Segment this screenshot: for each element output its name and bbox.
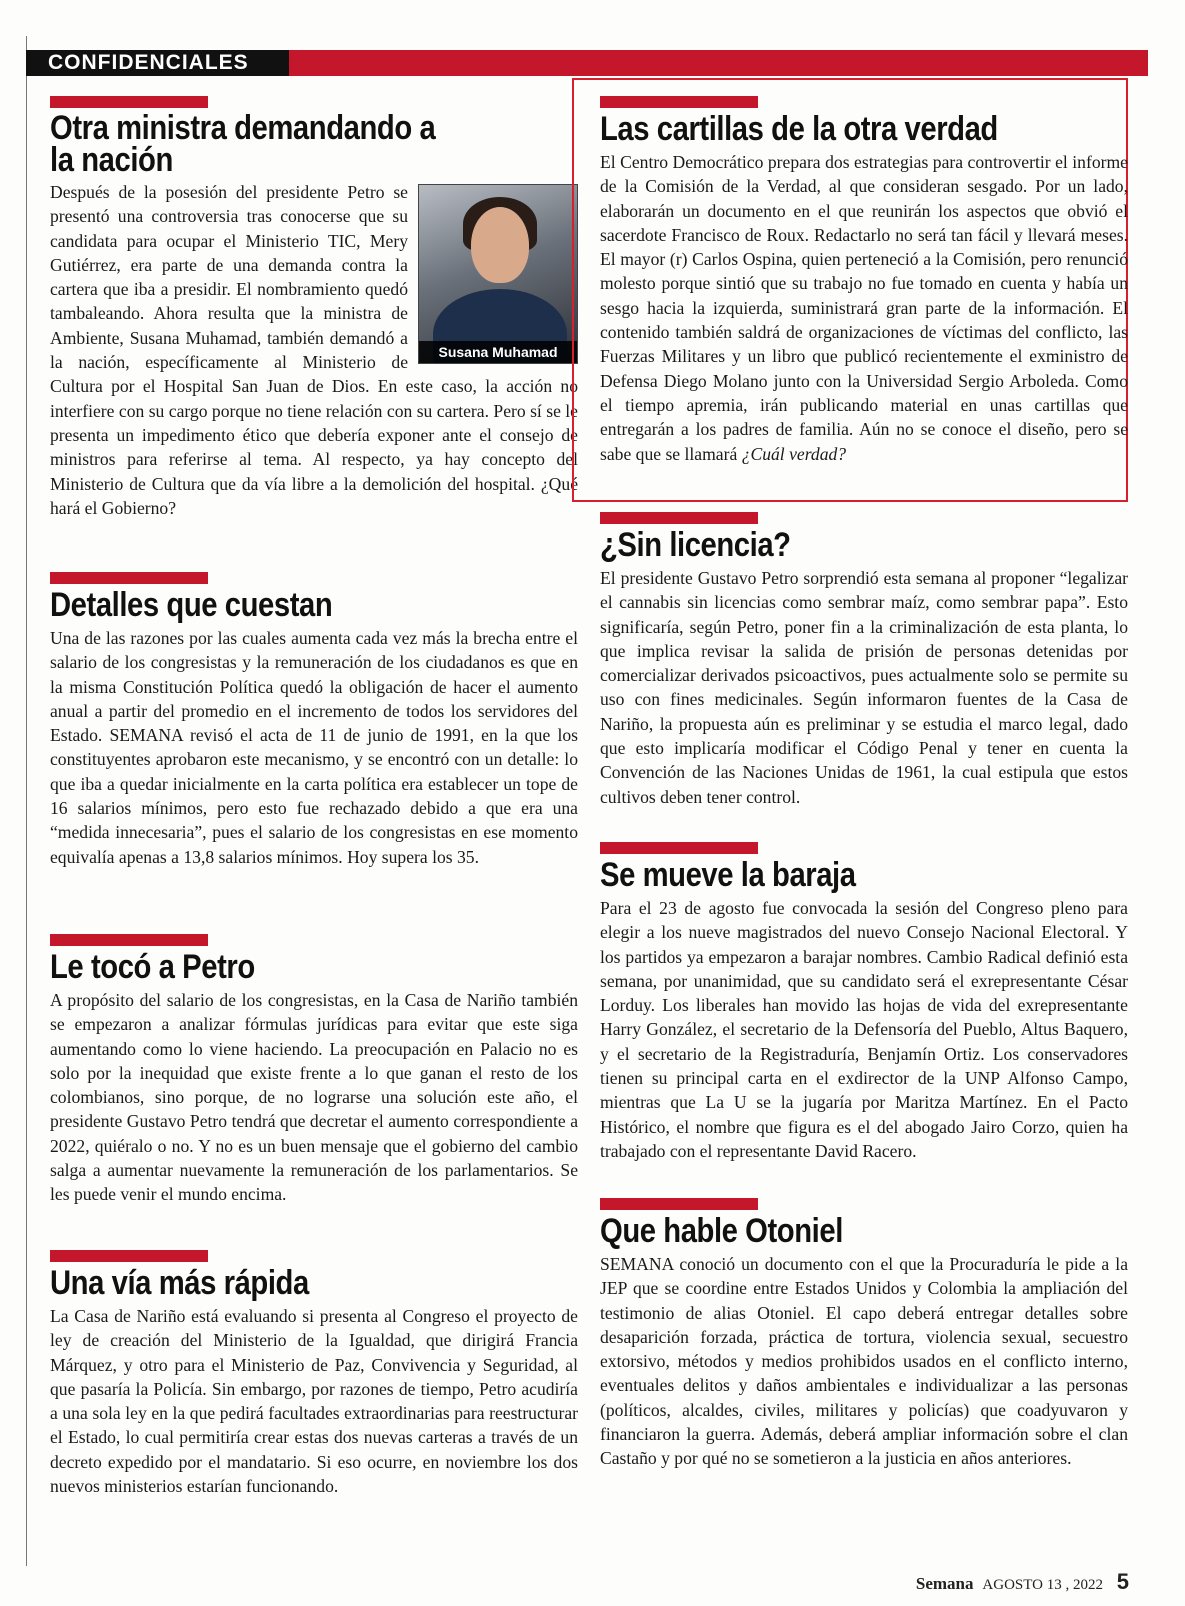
article-headline: Una vía más rápida: [50, 1264, 309, 1302]
article-body: SEMANA conoció un documento con el que la Procuraduría le pide a la JEP que se coordine entre Estados Unidos y Colombia la ampliación del testimonio de alias Otoniel. El capo deberá entregar detalles sobre desaparición forzada, práctica de tortura, violencia sexual, secuestro extorsivo, métodos y medios prohibidos usados en el conflicto interno, eventuales delitos y daños ambientales e individualizar a las personas (políticos, alcaldes, civiles, militares y policías) que coadyuvaron y financiaron la guerra. Además, deberá ampliar información sobre el clan Castaño y por qué no se sometieron a la justicia en años anteriores.: [600, 1254, 1128, 1469]
article-otra-ministra: [50, 96, 578, 520]
photo-face-shape: [471, 207, 529, 283]
article-headline: ¿Sin licencia?: [600, 526, 791, 564]
page-footer: [916, 1569, 1129, 1595]
article-body-text: El Centro Democrático prepara dos estrategias para controvertir el informe de la Comisión de la Verdad, al que consideran sesgado. Por un lado, elaborarán un documento en el que reunirán los aspectos que obvió el sacerdote Francisco de Roux. Redactarlo no será tan fácil y llevará meses. El mayor (r) Carlos Ospina, quien perteneció a la Comisión, pero renunció molesto porque sintió que su trabajo no fue tomado en cuenta y había un sesgo hacia la izquierda, suministrará gran parte de la información. El contenido también saldrá de organizaciones de víctimas del conflicto, las Fuerzas Militares y un libro que publicó recientemente el exministro de Defensa Diego Molano junto con la Universidad Sergio Arboleda. Como el tiempo apremia, irán publicando material en unas cartillas que entregarán a los padres de familia. Aún no se conoce el diseño, pero se sabe que se llamará: [600, 152, 1128, 464]
portrait-photo: [418, 184, 578, 364]
article-que-hable-otoniel: [600, 1198, 1128, 1471]
article-headline: Detalles que cuestan: [50, 586, 333, 624]
article-una-via-mas-rapida: [50, 1250, 578, 1498]
headline-accent-bar: [50, 572, 208, 584]
photo-caption: Susana Muhamad: [419, 341, 577, 363]
section-label: CONFIDENCIALES: [26, 50, 289, 76]
article-body: Para el 23 de agosto fue convocada la sesión del Congreso pleno para elegir a los nueve magistrados del nuevo Consejo Nacional Electoral. Y los partidos ya empezaron a barajar nombres. Cambio Radical definió esta semana, por unanimidad, que su candidato será el exrepresentante César Lorduy. Los liberales han movido las hojas de vida del exrepresentante Harry González, el secretario de la Defensoría del Pueblo, Altus Baquero, y el secretario de la Registraduría, Benjamín Ortiz. Los conservadores tienen su principal carta en el exdirector de la UNP Alfonso Campo, mientras que La U se la jugaría por Maritza Martínez. En el Pacto Histórico, el nombre que figura es el del abogado Jairo Corzo, quien ha trabajado con el representante David Racero.: [600, 898, 1128, 1161]
article-le-toco-a-petro: [50, 934, 578, 1207]
headline-accent-bar: [600, 842, 758, 854]
magazine-brand: Semana: [915, 1574, 974, 1593]
article-se-mueve-la-baraja: [600, 842, 1128, 1163]
article-body-italic: ¿Cuál verdad?: [741, 443, 847, 464]
article-body: El presidente Gustavo Petro sorprendió esta semana al proponer “legalizar el cannabis sin licencias como sembrar maíz, como sembrar papa”. Esto significaría, según Petro, poner fin a la criminalización de esta planta, lo que implica revisar la salida de prisión de personas detenidas por comercializar derivados psicoactivos, pues actualmente solo se permite su uso con fines medicinales. Según informaron fuentes de la Casa de Nariño, la propuesta aún es preliminar y se estudia el marco legal, dado que esto implicaría modificar el Código Penal y tener en cuenta la Convención de las Naciones Unidas de 1961, la cual estipula que estos cultivos deben tener control.: [600, 568, 1128, 807]
article-headline: Le tocó a Petro: [50, 948, 255, 986]
article-body: A propósito del salario de los congresistas, en la Casa de Nariño también se empezaron a analizar fórmulas jurídicas para evitar que este siga aumentando como lo viene haciendo. La preocupación en Palacio no es solo por la inequidad que existe frente a lo que ganan el resto de los colombianos, sino porque, de no lograrse una solución este año, el presidente Gustavo Petro tendrá que decretar el aumento correspondiente a 2022, quiéralo o no. Y no es un buen mensaje que el gobierno del cambio salga a aumentar nuevamente la remuneración de los parlamentarios. Se les puede venir el mundo encima.: [50, 990, 578, 1205]
article-sin-licencia: [600, 512, 1128, 809]
headline-accent-bar: [50, 1250, 208, 1262]
article-body: Después de la posesión del presidente Petro se presentó una controversia tras conocerse que su candidata para ocupar el Ministerio TIC, Mery Gutiérrez, era parte de una demanda contra la cartera que iba a presidir. El nombramiento quedó tambaleando. Ahora resulta que la ministra de Ambiente, Susana Muhamad, también demandó a la nación, específicamente al Ministerio de Cultura por el Hospital San Juan de Dios. En este caso, la acción no interfiere con su cargo porque no tiene relación con su cartera. Pero sí se le presenta un impedimento ético que debería exponer ante el consejo de ministros para referirse al tema. Al respecto, ya hay concepto del Ministerio de Cultura que da vía libre a la demolición del hospital. ¿Qué hará el Gobierno?: [50, 182, 578, 518]
article-body: Una de las razones por las cuales aumenta cada vez más la brecha entre el salario de los congresistas y la remuneración de los ciudadanos es que en la misma Constitución Política quedó la obligación de hacer el aumento anual a partir del promedio en el incremento de todos los servidores del Estado. SEMANA revisó el acta de 11 de junio de 1991, en la que los constituyentes aprobaron este mecanismo, y se encontró con un detalle: lo que iba a quedar inicialmente en la carta política era establecer un tope de 16 salarios mínimos, pero esto fue rechazado debido a que era una “medida innecesaria”, pues el salario de los congresistas en ese momento equivalía apenas a 13,8 salarios mínimos. Hoy supera los 35.: [50, 628, 578, 867]
headline-accent-bar: [50, 96, 208, 108]
article-headline: Que hable Otoniel: [600, 1212, 843, 1250]
headline-accent-bar: [50, 934, 208, 946]
article-detalles-que-cuestan: [50, 572, 578, 869]
page-number: 5: [1116, 1569, 1129, 1594]
headline-accent-bar: [600, 96, 758, 108]
headline-accent-bar: [600, 512, 758, 524]
issue-date: AGOSTO 13 , 2022: [982, 1577, 1103, 1593]
headline-accent-bar: [600, 1198, 758, 1210]
article-body: [600, 150, 1128, 466]
article-body: La Casa de Nariño está evaluando si presenta al Congreso el proyecto de ley de creación del Ministerio de la Igualdad, que dirigirá Francia Márquez, y otro para el Ministerio de Paz, Convivencia y Seguridad, al que pasaría la Policía. Sin embargo, por razones de tiempo, Petro acudiría a una sola ley en la que pedirá facultades extraordinarias para reestructurar el Estado, lo cual permitiría crear estas dos nuevas carteras a través de un decreto expedido por el mandatario. Si eso ocurre, en noviembre los dos nuevos ministerios estarían funcionando.: [50, 1306, 578, 1497]
article-las-cartillas: [600, 96, 1128, 466]
article-headline: Se mueve la baraja: [600, 856, 856, 894]
article-headline: Las cartillas de la otra verdad: [600, 110, 998, 148]
article-headline: Otra ministra demandando a la nación: [50, 109, 436, 179]
